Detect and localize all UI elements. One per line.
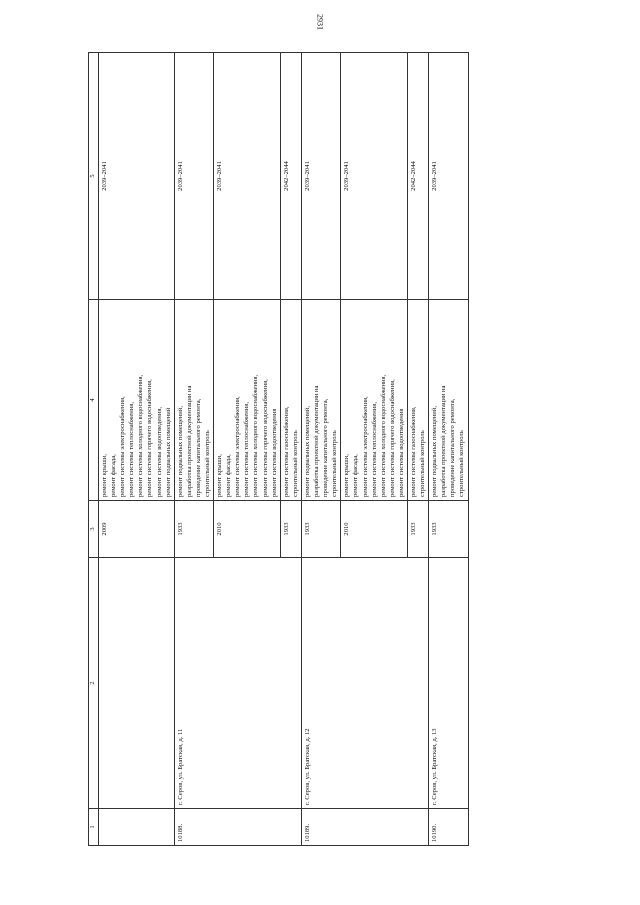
work-item: ремонт системы электроснабжения, <box>361 396 369 497</box>
address <box>98 558 174 809</box>
work-item: ремонт системы водоотведения <box>270 408 278 497</box>
work-item: ремонт системы теплоснабжения, <box>128 402 136 497</box>
work-item: разработка проектной документации на <box>440 385 448 497</box>
work-item: проведение капитального ремонта, <box>194 398 202 497</box>
work-item: разработка проектной документации на <box>185 385 193 497</box>
work-item: ремонт фасада, <box>352 454 360 497</box>
works <box>214 300 281 501</box>
work-item: ремонт системы горячего водоснабжения, <box>146 379 154 497</box>
work-item: ремонт системы электроснабжения, <box>119 396 127 497</box>
work-item: разработка проектной документации на <box>313 385 321 497</box>
work-item: ремонт подвальных помещений, <box>431 406 439 497</box>
period: 2039–2041 <box>341 53 408 300</box>
work-item: ремонт подвальных помещений, <box>303 406 311 497</box>
work-item: строительный контроль <box>291 430 299 497</box>
works <box>301 300 340 501</box>
period: 2039–2041 <box>174 53 213 300</box>
page-number: 2931 <box>315 14 325 30</box>
work-item: проведение капитального ремонта, <box>449 398 457 497</box>
work-item: ремонт системы теплоснабжения, <box>243 402 251 497</box>
work-item: ремонт крыши, <box>343 454 351 497</box>
year: 1933 <box>174 501 213 558</box>
year: 1933 <box>429 501 468 558</box>
table-row <box>429 53 468 846</box>
period: 2039–2041 <box>98 53 174 300</box>
repair-schedule-table <box>88 52 469 846</box>
col-header-1: 1 <box>89 809 99 846</box>
work-item: ремонт фасада, <box>225 454 233 497</box>
row-number <box>98 809 174 846</box>
work-item: ремонт подвальных помещений, <box>176 406 184 497</box>
work-item: ремонт крыши, <box>216 454 224 497</box>
work-item: ремонт крыши, <box>100 454 108 497</box>
year: 2010 <box>214 501 281 558</box>
work-item: ремонт системы водоотведения, <box>155 406 163 497</box>
works <box>341 300 408 501</box>
period: 2039–2041 <box>214 53 281 300</box>
work-item: ремонт системы газоснабжения, <box>409 406 417 497</box>
work-item: ремонт системы холодного водоснабжения, <box>379 374 387 497</box>
address: г. Серов, ул. Братская, д. 11 <box>174 558 301 809</box>
work-item: строительный контроль <box>204 430 211 497</box>
works <box>98 300 174 501</box>
table-row <box>98 53 174 846</box>
work-item: проведение капитального ремонта, <box>322 398 330 497</box>
work-item: ремонт системы холодного водоснабжения, <box>137 374 145 497</box>
work-item: строительный контроль <box>458 430 466 497</box>
col-header-3: 3 <box>89 501 99 558</box>
works <box>280 300 301 501</box>
work-item: ремонт системы газоснабжения, <box>282 406 290 497</box>
header-row <box>89 53 99 846</box>
works <box>174 300 213 501</box>
period: 2042–2044 <box>280 53 301 300</box>
work-item: ремонт системы водоотведения <box>397 408 405 497</box>
table-row <box>174 53 213 846</box>
address: г. Серов, ул. Братская, д. 13 <box>429 558 468 809</box>
col-header-2: 2 <box>89 558 99 809</box>
work-item: ремонт подвальных помещений <box>164 407 172 497</box>
work-item: ремонт системы электроснабжения, <box>234 396 242 497</box>
col-header-4: 4 <box>89 300 99 501</box>
table-container <box>88 78 530 846</box>
period: 2039–2041 <box>301 53 340 300</box>
work-item: строительный контроль <box>331 430 339 497</box>
rotated-table <box>88 78 530 846</box>
work-item: ремонт системы горячего водоснабжения, <box>261 379 269 497</box>
works <box>429 300 468 501</box>
year: 1933 <box>407 501 428 558</box>
work-item: ремонт системы горячего водоснабжения, <box>388 379 396 497</box>
year: 2010 <box>341 501 408 558</box>
period: 2039–2041 <box>429 53 468 300</box>
row-number: 10189. <box>301 809 428 846</box>
work-item: ремонт системы холодного водоснабжения, <box>252 374 260 497</box>
year: 2009 <box>98 501 174 558</box>
year: 1933 <box>301 501 340 558</box>
year: 1933 <box>280 501 301 558</box>
work-item: ремонт системы теплоснабжения, <box>370 402 378 497</box>
period: 2042–2044 <box>407 53 428 300</box>
table-row <box>301 53 340 846</box>
row-number: 10190. <box>429 809 468 846</box>
col-header-5: 5 <box>89 53 99 300</box>
row-number: 10188. <box>174 809 301 846</box>
works <box>407 300 428 501</box>
address: г. Серов, ул. Братская, д. 12 <box>301 558 428 809</box>
work-item: ремонт фасада, <box>110 454 118 497</box>
work-item: строительный контроль <box>419 430 427 497</box>
